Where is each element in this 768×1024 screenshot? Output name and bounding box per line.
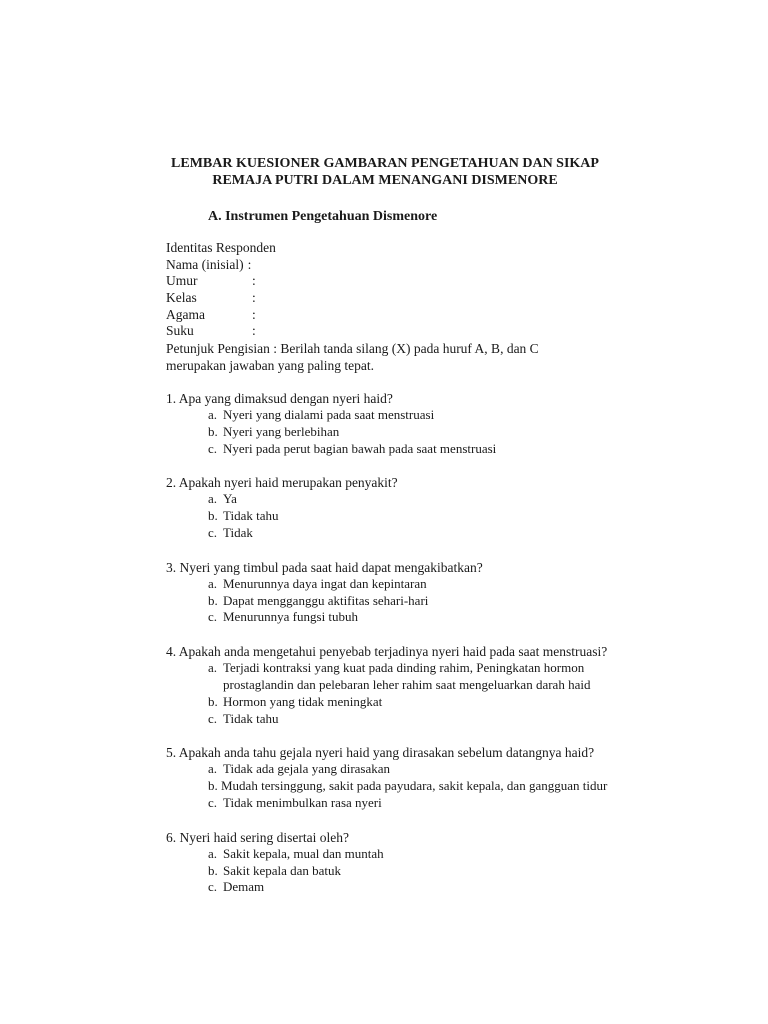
- option-letter: a.: [208, 407, 218, 422]
- filling-instructions: [166, 341, 596, 374]
- option-text: Mudah tersinggung, sakit pada payudara, sakit kepala, dan gangguan tidur: [221, 778, 608, 794]
- title-line-2: REMAJA PUTRI DALAM MENANGANI DISMENORE: [212, 173, 558, 188]
- answer-option-a: [166, 660, 636, 694]
- answer-option-a: [166, 407, 636, 424]
- answer-option-a: [166, 576, 636, 593]
- question-list: [166, 390, 636, 913]
- question-1: [166, 390, 636, 457]
- instructions-line-1: Petunjuk Pengisian : Berilah tanda silang (X) pada huruf A, B, dan C: [166, 341, 539, 356]
- identity-field-nama: [166, 257, 276, 274]
- question-stem: 4. Apakah anda mengetahui penyebab terjadinya nyeri haid pada saat menstruasi?: [166, 644, 608, 660]
- respondent-identity: [166, 240, 276, 340]
- field-colon: :: [252, 306, 256, 322]
- document-title: [150, 155, 620, 189]
- option-text: Tidak menimbulkan rasa nyeri: [223, 794, 382, 810]
- field-colon: :: [252, 323, 256, 339]
- option-letter: c.: [208, 524, 218, 540]
- question-2: [166, 474, 636, 541]
- option-letter: b.: [208, 508, 218, 524]
- identity-field-umur: [166, 273, 276, 290]
- option-text: Menurunnya fungsi tubuh: [223, 609, 359, 625]
- question-4: [166, 643, 636, 727]
- answer-option-b: [166, 508, 636, 525]
- option-text: Nyeri pada perut bagian bawah pada saat menstruasi: [223, 440, 497, 456]
- question-3: [166, 559, 636, 626]
- option-letter: b.: [208, 778, 218, 794]
- option-letter: a.: [208, 761, 218, 777]
- answer-option-b: [166, 694, 636, 711]
- option-text: Tidak tahu: [223, 710, 279, 726]
- question-stem: 5. Apakah anda tahu gejala nyeri haid yang dirasakan sebelum datangnya haid?: [166, 745, 595, 761]
- option-letter: b.: [208, 862, 218, 878]
- option-text: Menurunnya daya ingat dan kepintaran: [223, 575, 427, 591]
- question-5: [166, 744, 636, 811]
- option-letter: c.: [208, 440, 218, 456]
- answer-option-c: [166, 441, 636, 458]
- answer-option-b: [166, 593, 636, 610]
- option-text: Demam: [223, 879, 265, 895]
- option-text: Tidak: [223, 524, 253, 540]
- option-letter: a.: [208, 491, 218, 507]
- option-text: Tidak ada gejala yang dirasakan: [223, 761, 391, 777]
- option-letter: c.: [208, 710, 218, 726]
- option-letter: c.: [208, 609, 218, 625]
- option-letter: b.: [208, 693, 218, 709]
- field-label: Agama: [166, 306, 205, 322]
- field-label: Kelas: [166, 290, 197, 306]
- field-colon: :: [252, 290, 256, 306]
- answer-option-c: [166, 795, 636, 812]
- answer-option-c: [166, 711, 636, 728]
- answer-option-b: [166, 424, 636, 441]
- field-colon: :: [247, 256, 252, 272]
- answer-option-b: [166, 863, 636, 880]
- option-text: Hormon yang tidak meningkat: [223, 693, 383, 709]
- identity-field-suku: [166, 323, 276, 340]
- option-text: Sakit kepala dan batuk: [223, 862, 342, 878]
- option-text: Ya: [223, 491, 237, 507]
- option-letter: a.: [208, 660, 218, 676]
- option-letter: b.: [208, 592, 218, 608]
- field-label: Suku: [166, 323, 194, 339]
- option-letter: c.: [208, 879, 218, 895]
- option-text: Sakit kepala, mual dan muntah: [223, 845, 384, 861]
- field-label: Nama (inisial): [166, 256, 244, 272]
- option-text: Tidak tahu: [223, 508, 279, 524]
- identity-heading: Identitas Responden: [166, 240, 276, 255]
- answer-option-c: [166, 879, 636, 896]
- option-letter: a.: [208, 575, 218, 591]
- identity-field-agama: [166, 307, 276, 324]
- answer-option-a: [166, 491, 636, 508]
- question-stem: 1. Apa yang dimaksud dengan nyeri haid?: [166, 391, 393, 406]
- answer-option-a: [166, 846, 636, 863]
- instructions-line-2: merupakan jawaban yang paling tepat.: [166, 357, 375, 373]
- question-stem: 6. Nyeri haid sering disertai oleh?: [166, 829, 349, 845]
- section-heading: A. Instrumen Pengetahuan Dismenore: [208, 209, 438, 224]
- option-text: Nyeri yang dialami pada saat menstruasi: [223, 407, 435, 422]
- option-text: Terjadi kontraksi yang kuat pada dinding rahim, Peningkatan hormon prostaglandin dan pelebaran leher rahim saat mengeluarkan darah haid: [223, 660, 591, 692]
- title-line-1: LEMBAR KUESIONER GAMBARAN PENGETAHUAN DAN SIKAP: [171, 156, 599, 171]
- option-letter: c.: [208, 794, 218, 810]
- option-text: Nyeri yang berlebihan: [223, 423, 340, 439]
- field-colon: :: [252, 273, 256, 289]
- answer-option-b: [166, 778, 636, 795]
- question-stem: 2. Apakah nyeri haid merupakan penyakit?: [166, 475, 398, 491]
- field-label: Umur: [166, 273, 198, 289]
- answer-option-c: [166, 609, 636, 626]
- answer-option-a: [166, 761, 636, 778]
- question-6: [166, 829, 636, 896]
- question-stem: 3. Nyeri yang timbul pada saat haid dapat mengakibatkan?: [166, 559, 483, 575]
- option-letter: b.: [208, 423, 218, 439]
- identity-field-kelas: [166, 290, 276, 307]
- answer-option-c: [166, 525, 636, 542]
- option-letter: a.: [208, 845, 218, 861]
- option-text: Dapat mengganggu aktifitas sehari-hari: [223, 592, 429, 608]
